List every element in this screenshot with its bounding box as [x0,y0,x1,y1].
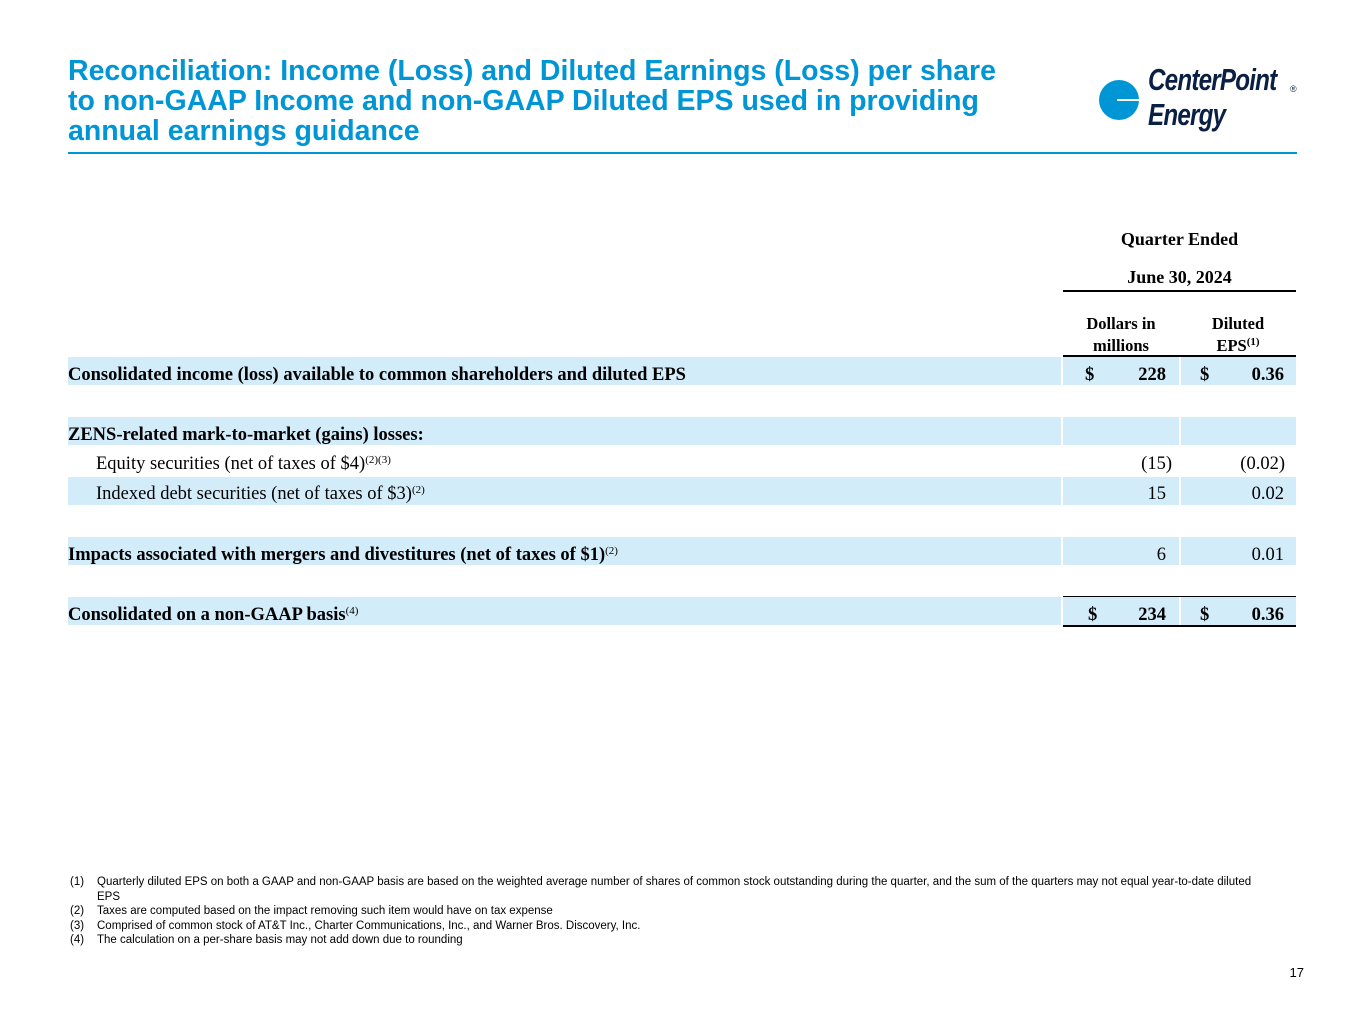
row-label-text: Impacts associated with mergers and divestitures (net of taxes of $1) [68,545,606,565]
title-line-1: Reconciliation: Income (Loss) and Diluted Earnings (Loss) per share [68,55,996,87]
table-cell-dollars [1085,541,1166,569]
footnote-number: (2) [70,905,85,917]
eps-value: 0.36 [1251,365,1284,385]
footnotes [70,875,1270,948]
dollars-column-header [1063,313,1179,357]
currency-symbol: $ [1200,365,1210,385]
title-divider [68,152,1297,154]
logo-text-line-1: CenterPoint [1148,62,1277,97]
title-line-3: annual earnings guidance [68,115,420,147]
logo-text-line-2: Energy [1148,97,1226,132]
eps-column-header [1180,313,1296,357]
footnote-item [70,904,1270,919]
currency-symbol: $ [1085,365,1095,385]
table-row-label: ZENS-related mark-to-market (gains) losses: [68,425,424,445]
row-label-text: Equity securities (net of taxes of $4) [96,454,366,474]
centerpoint-energy-logo [1098,62,1303,140]
footnote-ref: (2) [605,545,618,557]
row-label-text: Indexed debt securities (net of taxes of $3) [96,484,412,504]
table-row-label: Consolidated income (loss) available to common shareholders and diluted EPS [68,365,686,385]
page-number: 17 [1289,965,1304,980]
footnote-ref: (4) [345,605,359,617]
footnote-ref: (2)(3) [365,454,391,466]
total-bottom-rule [1063,625,1296,627]
page-title [68,56,1078,146]
logo-registered-mark: ® [1290,84,1297,94]
table-cell-dollars [1085,480,1166,508]
dollars-value: 15 [1147,484,1166,504]
eps-value: (0.02) [1240,454,1285,474]
date-header: June 30, 2024 [1127,267,1232,287]
footnote-text: Taxes are computed based on the impact removing such item would have on tax expense [97,905,553,917]
footnote-number: (4) [70,934,85,946]
footnote-item [70,919,1270,934]
dollars-value: 6 [1156,545,1166,565]
row-band-eps [1181,417,1296,445]
logo-circle-icon [1098,79,1140,121]
footnote-text: Quarterly diluted EPS on both a GAAP and non-GAAP basis are based on the weighted average number of shares of common stock outstanding during the quarter, and the sum of the quarters may not equal year-to-date diluted EPS [97,876,1252,903]
dollars-header-line-1: Dollars in [1086,314,1156,333]
footnote-ref: (2) [411,484,425,496]
footnote-number: (1) [70,876,85,888]
table-cell-dollars [1085,450,1172,478]
dollars-value: 228 [1138,365,1166,385]
eps-value: 0.01 [1251,545,1284,565]
footnote-text: Comprised of common stock of AT&T Inc., Charter Communications, Inc., and Warner Bros. Discovery, Inc. [97,919,641,932]
dollars-value: (15) [1141,454,1172,474]
table-row-label [96,480,425,508]
table-row-label [96,450,391,478]
date-header-underline [1063,290,1296,292]
footnote-text: The calculation on a per-share basis may not add down due to rounding [97,934,463,946]
table-cell-eps [1200,480,1284,508]
table-cell-eps [1200,541,1284,569]
dollars-header-line-2: millions [1093,336,1149,355]
row-label-text: Consolidated on a non-GAAP basis [68,605,346,625]
eps-value: 0.02 [1251,484,1284,504]
row-band-dollars [1063,417,1179,445]
table-cell-eps [1200,450,1284,478]
table-cell-eps [1200,361,1284,389]
table-row-label [68,541,618,569]
footnote-item [70,875,1270,904]
title-line-2: to non-GAAP Income and non-GAAP Diluted EPS used in providing [68,85,979,117]
eps-header-text: EPS [1216,336,1247,355]
eps-header-line-2 [1180,335,1296,357]
currency-symbol: $ [1200,605,1210,625]
currency-symbol: $ [1088,605,1098,625]
table-cell-dollars [1085,361,1166,389]
dollars-value: 234 [1138,605,1166,625]
footnote-number: (3) [70,919,85,932]
period-header: Quarter Ended [1120,229,1239,249]
eps-header-footnote-ref: (1) [1246,336,1260,348]
eps-header-line-1: Diluted [1211,314,1265,333]
eps-value: 0.36 [1251,605,1284,625]
table-row-label [68,601,358,629]
footnote-item [70,933,1270,948]
